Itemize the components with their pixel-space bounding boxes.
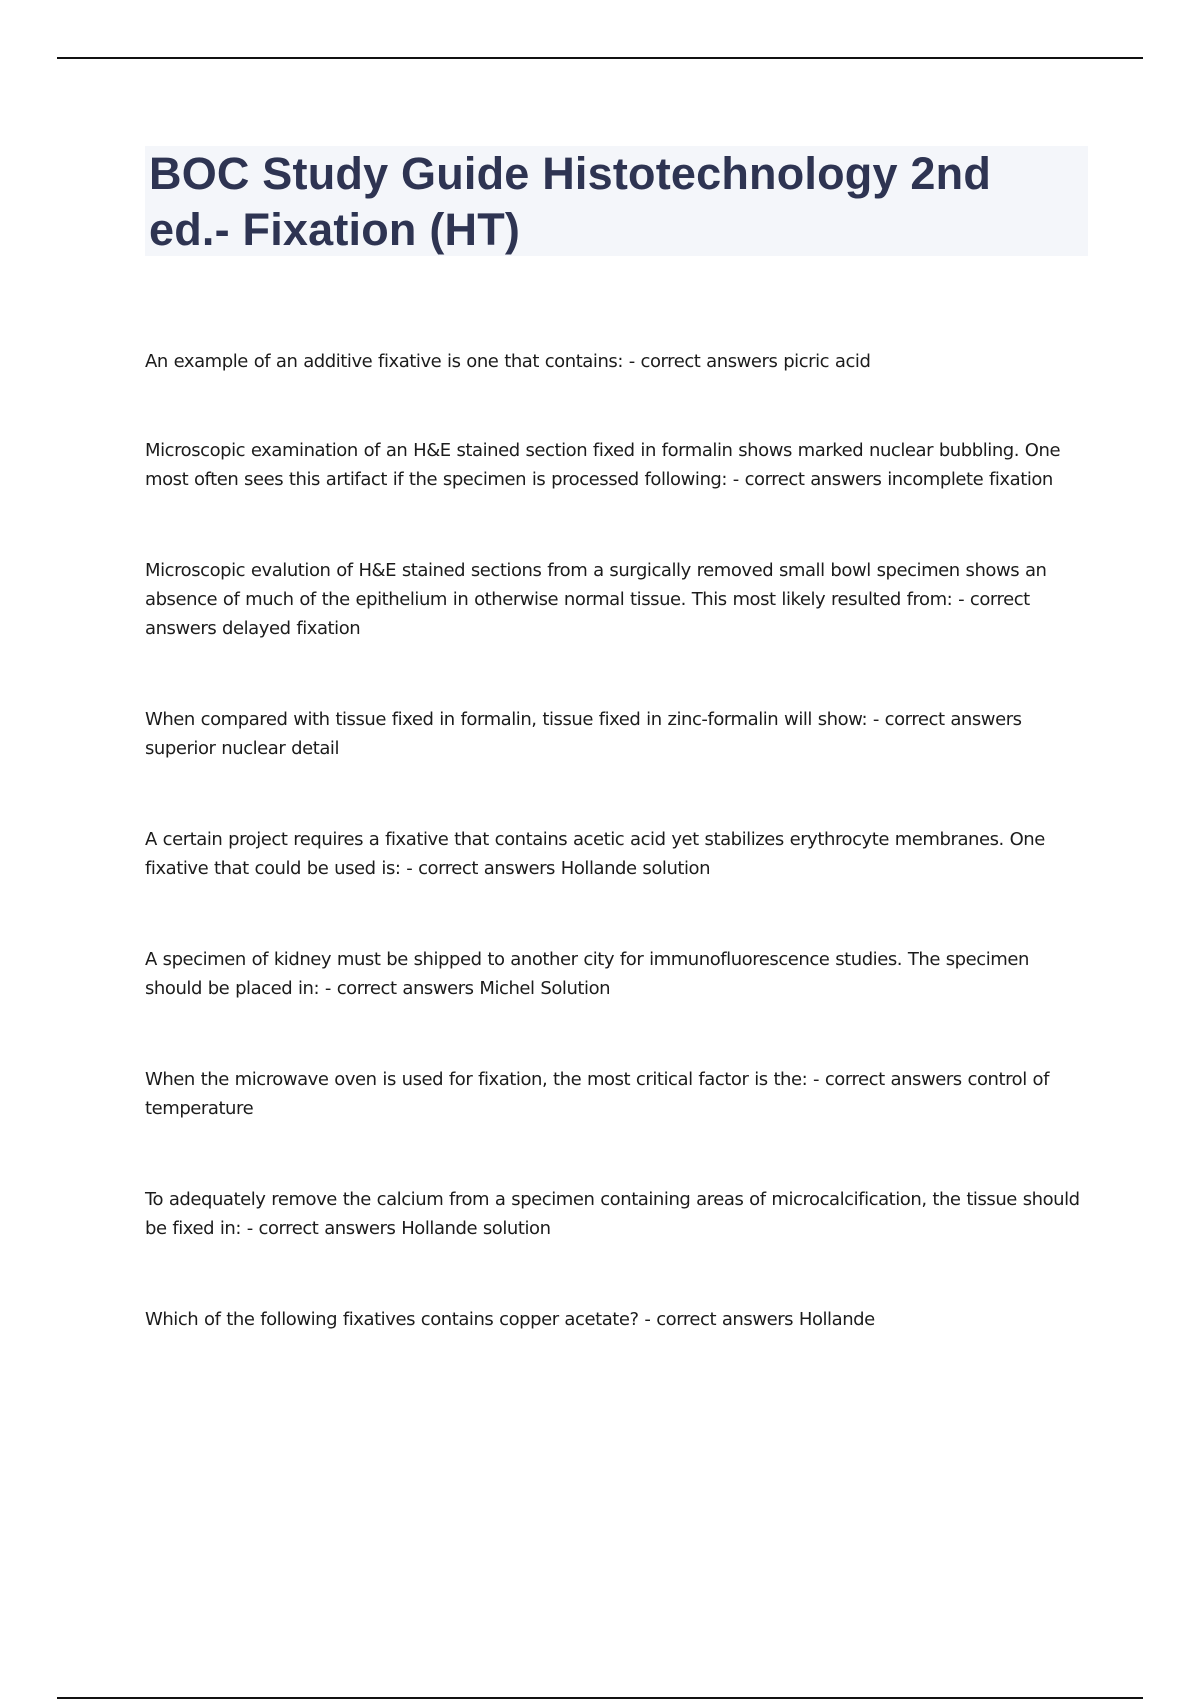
document-title: BOC Study Guide Histotechnology 2nd ed.- Fixation (HT) [149, 148, 992, 255]
bottom-divider [57, 1697, 1143, 1699]
qa-item: Microscopic evalution of H&E stained sections from a surgically removed small bowl specimen shows an absence of much of the epithelium in otherwise normal tissue. This most likely resulted from: - correct answers delayed fixation [145, 560, 1047, 639]
qa-item: To adequately remove the calcium from a specimen containing areas of microcalcification, the tissue should be fixed in: - correct answers Hollande solution [145, 1189, 1080, 1239]
qa-item: When the microwave oven is used for fixation, the most critical factor is the: - correct answers control of temperature [145, 1069, 1049, 1119]
qa-item: Which of the following fixatives contains copper acetate? - correct answers Hollande [145, 1309, 875, 1330]
qa-item: An example of an additive fixative is one that contains: - correct answers picric acid [145, 351, 871, 372]
question-answer-list [145, 347, 1090, 1334]
qa-item: A specimen of kidney must be shipped to another city for immunofluorescence studies. The specimen should be placed in: - correct answers Michel Solution [145, 949, 1029, 999]
top-divider [57, 57, 1143, 59]
qa-item: A certain project requires a fixative that contains acetic acid yet stabilizes erythrocyte membranes. One fixative that could be used is: - correct answers Hollande solution [145, 829, 1045, 879]
qa-item: When compared with tissue fixed in formalin, tissue fixed in zinc-formalin will show: - correct answers superior nuclear detail [145, 709, 1022, 759]
title-block [145, 146, 1088, 256]
qa-item: Microscopic examination of an H&E stained section fixed in formalin shows marked nuclear bubbling. One most often sees this artifact if the specimen is processed following: - correct answers incomplete fixation [145, 440, 1061, 490]
